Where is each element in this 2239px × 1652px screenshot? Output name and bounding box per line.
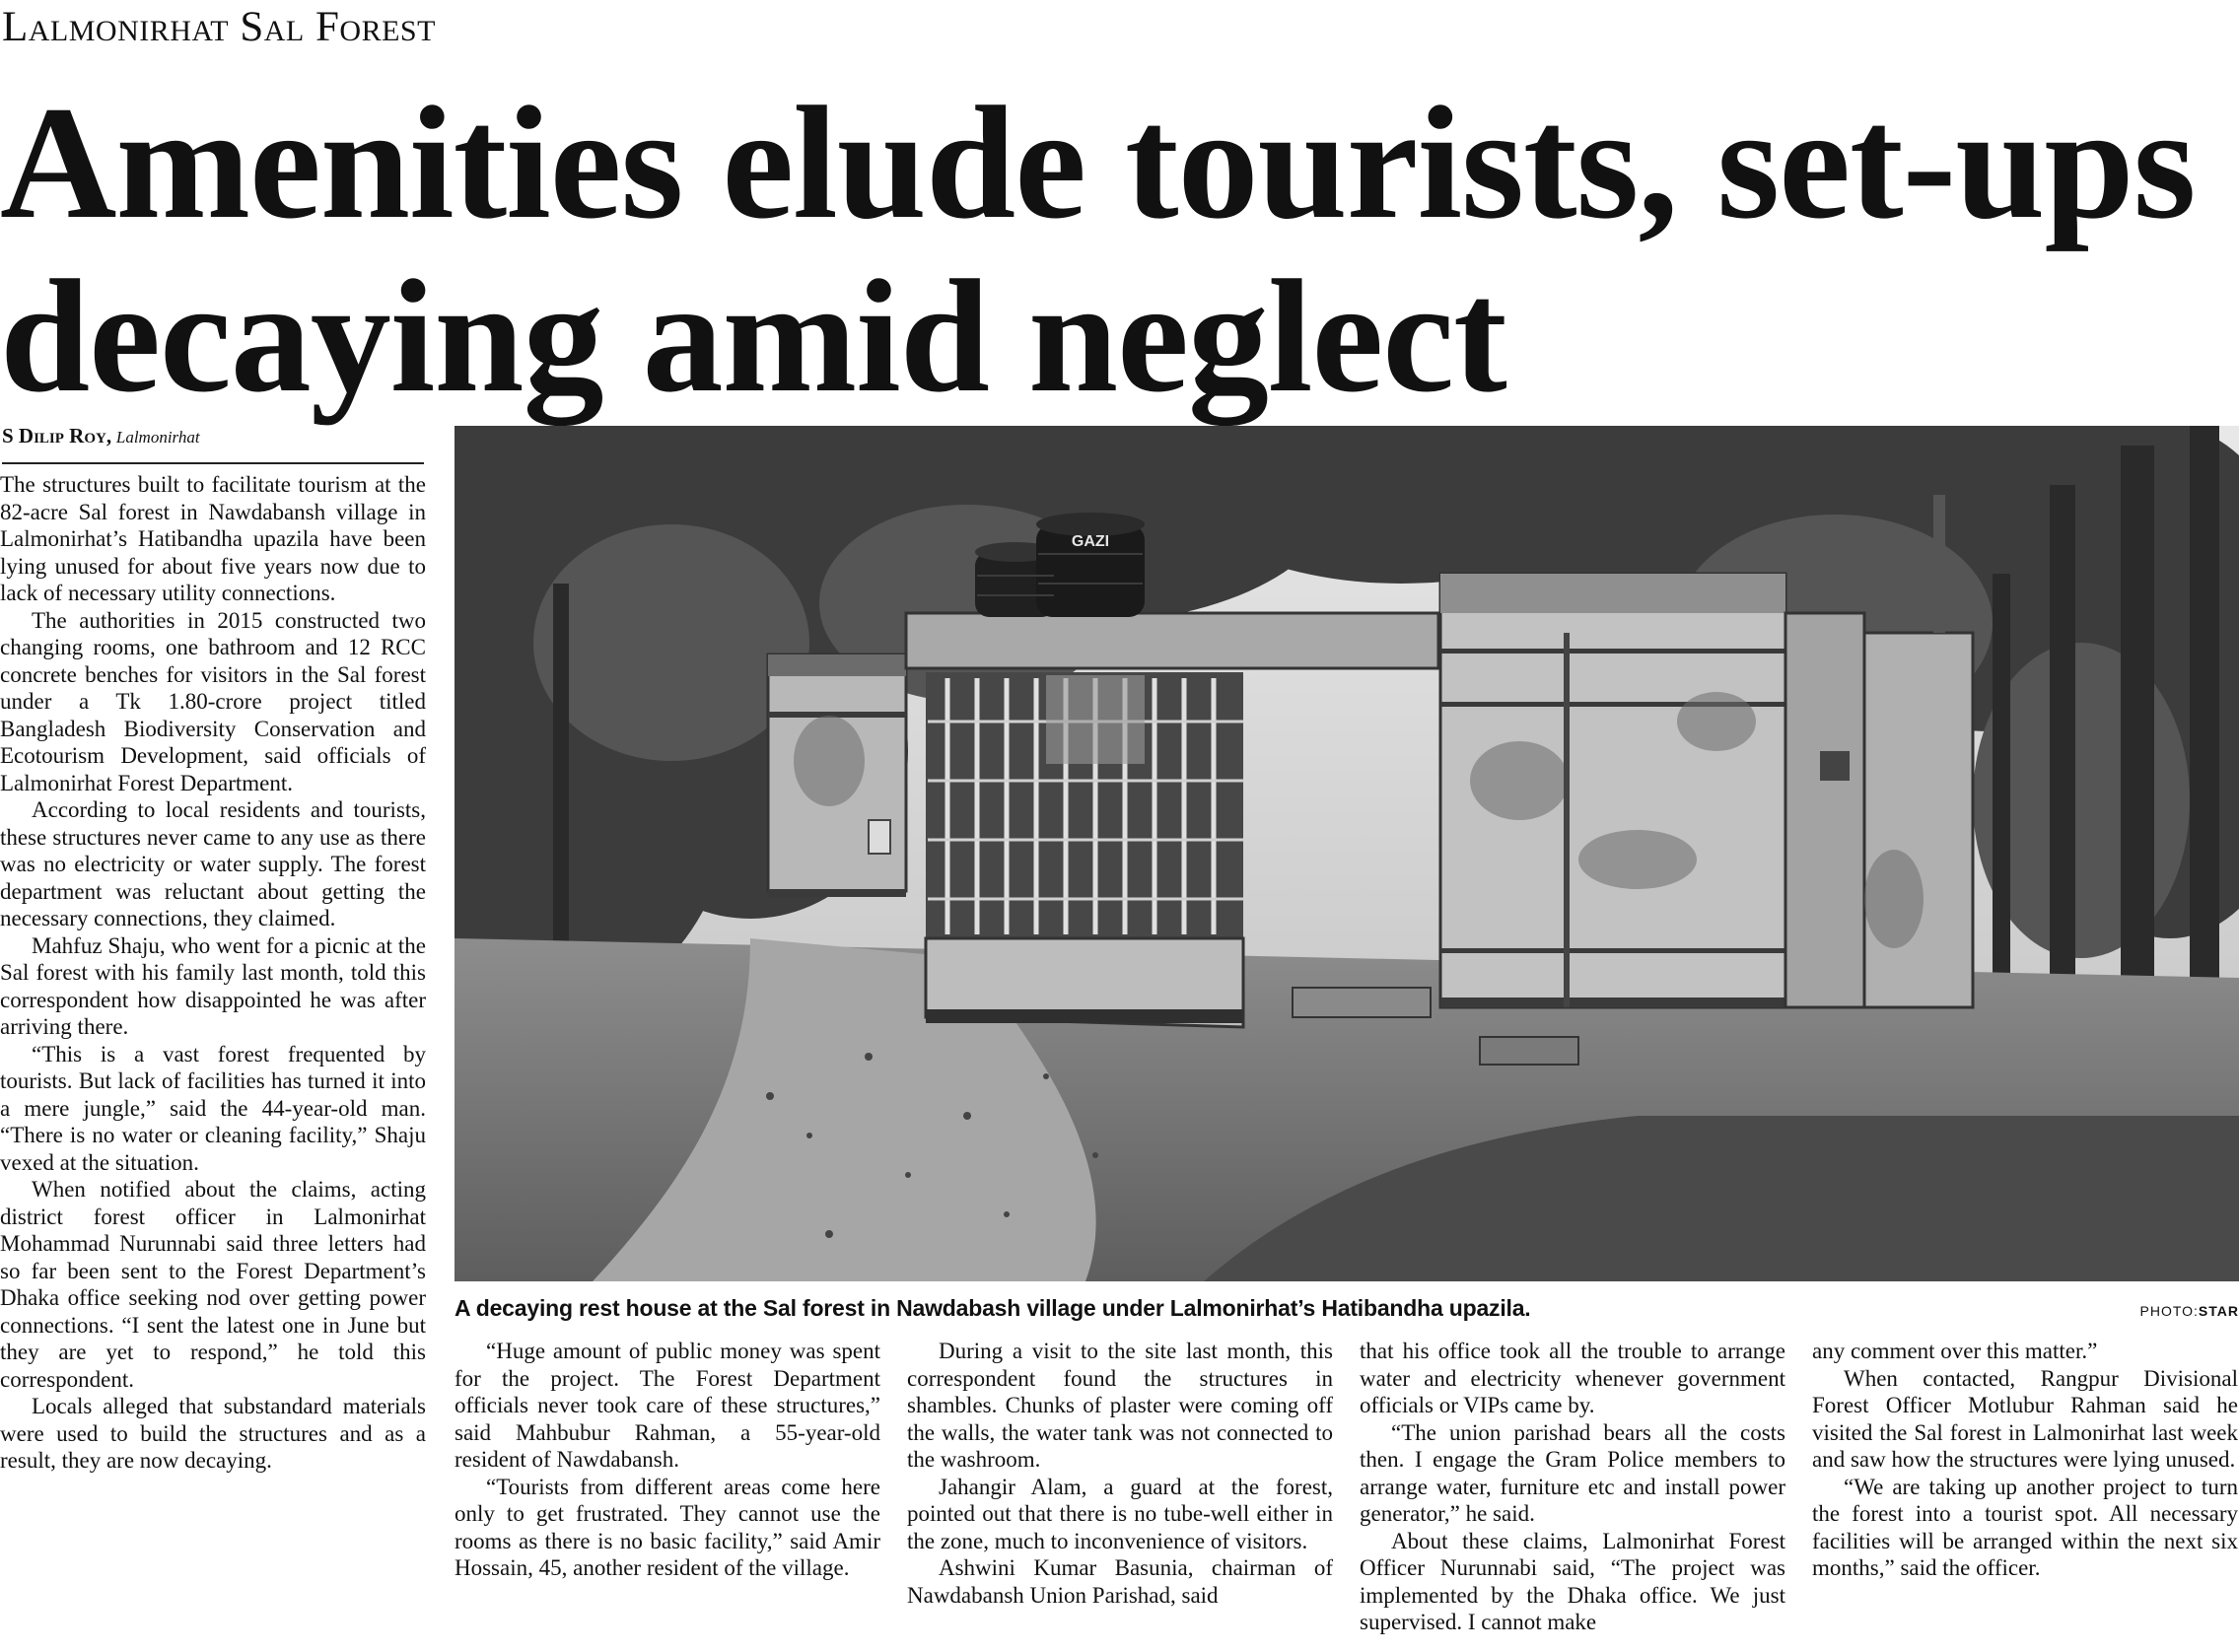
paragraph: Jahangir Alam, a guard at the forest, pointed out that there is no tube-well either in the zone, much to inconvenience of visitors.	[907, 1474, 1333, 1553]
tank-label: GAZI	[1071, 533, 1110, 550]
paragraph: About these claims, Lalmonirhat Forest Officer Nurunnabi said, “The project was implemented by the Dhaka office. We just supervised. I cannot make	[1360, 1528, 1785, 1634]
paragraph: Ashwini Kumar Basunia, chairman of Nawdabansh Union Parishad, said	[907, 1555, 1333, 1608]
paragraph: The authorities in 2015 constructed two changing rooms, one bathroom and 12 RCC concrete benches for visitors in the Sal forest under a Tk 1.80-crore project titled Bangladesh Biodiversity Conservation and Ecotourism Development, said officials of Lalmonirhat Forest Department.	[0, 607, 426, 795]
paragraph: “We are taking up another project to turn the forest into a tourist spot. All necessary facilities will be arranged within the next six months,” said the officer.	[1812, 1474, 2238, 1580]
paragraph: “Tourists from different areas come here only to get frustrated. They cannot use the rooms as there is no basic facility,” said Amir Hossain, 45, another resident of the village.	[455, 1474, 880, 1580]
article-column-3	[907, 1338, 1333, 1609]
article-column-5	[1812, 1338, 2238, 1582]
paragraph: “This is a vast forest frequented by tourists. But lack of facilities has turned it into a mere jungle,” said the 44-year-old man. “There is no water or cleaning facility,” Shaju vexed at the situation.	[0, 1041, 426, 1175]
paragraph: The structures built to facilitate tourism at the 82-acre Sal forest in Nawdabansh village in Lalmonirhat’s Hatibandha upazila have been lying unused for about five years now due to lack of necessary utility connections.	[0, 472, 426, 605]
credit-prefix: PHOTO:	[2139, 1303, 2199, 1319]
article-column-2	[455, 1338, 880, 1582]
rest-house-photo	[455, 426, 2239, 1281]
paragraph: that his office took all the trouble to arrange water and electricity whenever government officials or VIPs came by.	[1360, 1339, 1785, 1417]
credit-source: STAR	[2198, 1303, 2239, 1319]
headline: Amenities elude tourists, set-ups decaying amid neglect	[0, 74, 2196, 426]
byline-location: Lalmonirhat	[115, 428, 200, 447]
section-kicker: Lalmonirhat Sal Forest	[2, 4, 436, 50]
article-column-4	[1360, 1338, 1785, 1636]
paragraph: any comment over this matter.”	[1812, 1339, 2098, 1363]
paragraph: “Huge amount of public money was spent for the project. The Forest Department officials never took care of these structures,” said Mahbubur Rahman, a 55-year-old resident of Nawdabansh.	[455, 1339, 880, 1472]
paragraph: When contacted, Rangpur Divisional Forest Officer Motlubur Rahman said he visited the Sal forest in Lalmonirhat last week and saw how the structures were lying unused.	[1812, 1365, 2238, 1472]
paragraph: According to local residents and tourists, these structures never came to any use as there was no electricity or water supply. The forest department was reluctant about getting the necessary connections, they claimed.	[0, 797, 426, 930]
article-column-1	[0, 471, 426, 1475]
photo-caption: A decaying rest house at the Sal forest in Nawdabash village under Lalmonirhat’s Hatibandha upazila.	[455, 1295, 1531, 1321]
paragraph: During a visit to the site last month, this correspondent found the structures in shambles. Chunks of plaster were coming off the walls, the water tank was not connected to the washroom.	[907, 1339, 1333, 1472]
photo-credit	[2140, 1303, 2239, 1319]
paragraph: “The union parishad bears all the costs then. I engage the Gram Police members to arrange water, furniture etc and install power generator,” he said.	[1360, 1419, 1785, 1526]
photo-illustration	[455, 426, 2239, 1281]
paragraph: Mahfuz Shaju, who went for a picnic at the Sal forest with his family last month, told this correspondent how disappointed he was after arriving there.	[0, 932, 426, 1039]
byline	[2, 424, 424, 464]
paragraph: When notified about the claims, acting district forest officer in Lalmonirhat Mohammad Nurunnabi said three letters had so far been sent to the Forest Department’s Dhaka office seeking nod over getting power connections. “I sent the latest one in June but they are yet to respond,” he told this correspondent.	[0, 1177, 426, 1392]
paragraph: Locals alleged that substandard materials were used to build the structures and as a result, they are now decaying.	[0, 1394, 426, 1473]
byline-author: S Dilip Roy,	[2, 424, 112, 447]
